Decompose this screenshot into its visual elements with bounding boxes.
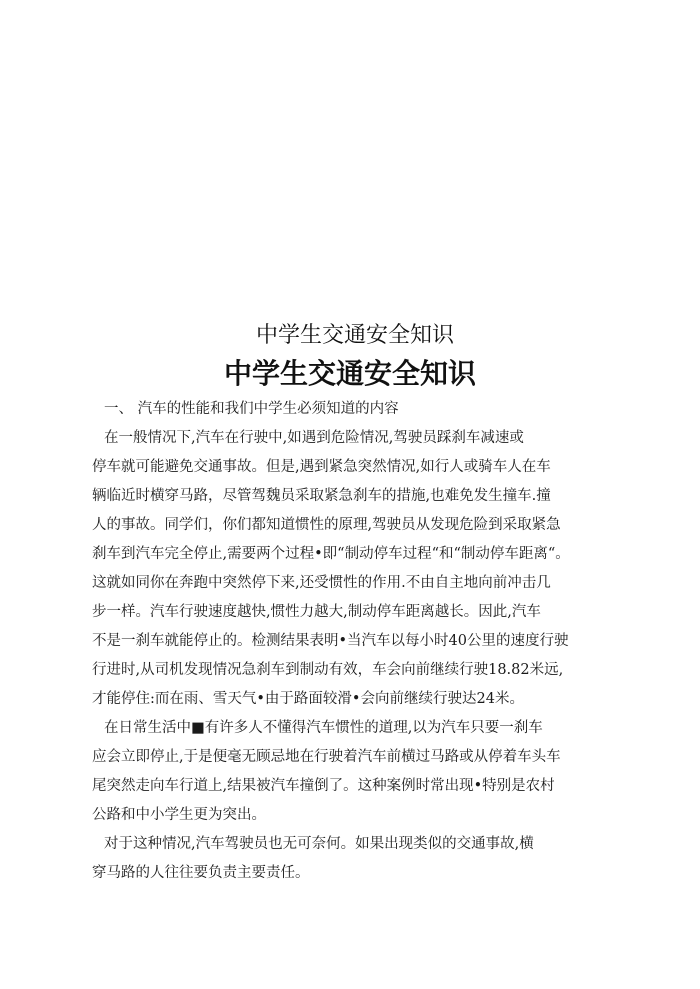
paragraph-line: 尾突然走向车行道上,结果被汽车撞倒了。这种案例时常出现•特别是农村 — [92, 778, 555, 794]
paragraph-line: 这就如同你在奔跑中突然停下来,还受惯性的作用.不由自主地向前冲击几 — [92, 575, 551, 591]
paragraph-line: 步一样。汽车行驶速度越快,惯性力越大,制动停车距离越长。因此,汽车 — [92, 604, 541, 620]
paragraph-line: 停车就可能避免交通事故。但是,遇到紧急突然情况,如行人或骑车人在车 — [92, 459, 551, 475]
paragraph-line: 刹车到汽车完全停止,需要两个过程•即“制动停车过程“和“制动停车距离“。 — [92, 546, 570, 562]
paragraph-line: 行进时,从司机发现情况急刹车到制动有效，车会向前继续行驶18.82米远, — [92, 662, 564, 678]
paragraph-line: 应会立即停止,于是便毫无顾忌地在行驶着汽车前横过马路或从停着车头车 — [92, 749, 561, 765]
section-heading: 一、 汽车的性能和我们中学生必须知道的内容 — [104, 401, 399, 417]
paragraph-line: 公路和中小学生更为突出。 — [92, 807, 266, 823]
paragraph-line: 辆临近时横穿马路，尽管驾魏员采取紧急刹车的措施,也难免发生撞车.撞 — [92, 488, 551, 504]
paragraph-line: 才能停住:而在雨、雪天气•由于路面较滑•会向前继续行驶达24米。 — [92, 691, 524, 707]
paragraph-line: 在一般情况下,汽车在行驶中,如遇到危险情况,驾驶员踩刹车减速或 — [104, 430, 524, 446]
paragraph-line: 在日常生活中■有许多人不懂得汽车惯性的道理,以为汽车只要一刹车 — [104, 720, 543, 736]
paragraph-line: 对于这种情况,汽车驾驶员也无可奈何。如果出现类似的交通事故,横 — [104, 836, 534, 852]
paragraph-line: 人的事故。同学们，你们都知道惯性的原理,驾驶员从发现危险到采取紧急 — [92, 517, 561, 533]
paragraph-line: 不是一刹车就能停止的。检测结果表明•当汽车以每小时40公里的速度行驶 — [92, 633, 569, 649]
document-title-large: 中学生交通安全知识 — [223, 357, 476, 390]
paragraph-line: 穿马路的人往往要负责主要责任。 — [92, 865, 310, 881]
document-title-small: 中学生交通安全知识 — [255, 323, 454, 348]
document-body — [92, 395, 612, 888]
